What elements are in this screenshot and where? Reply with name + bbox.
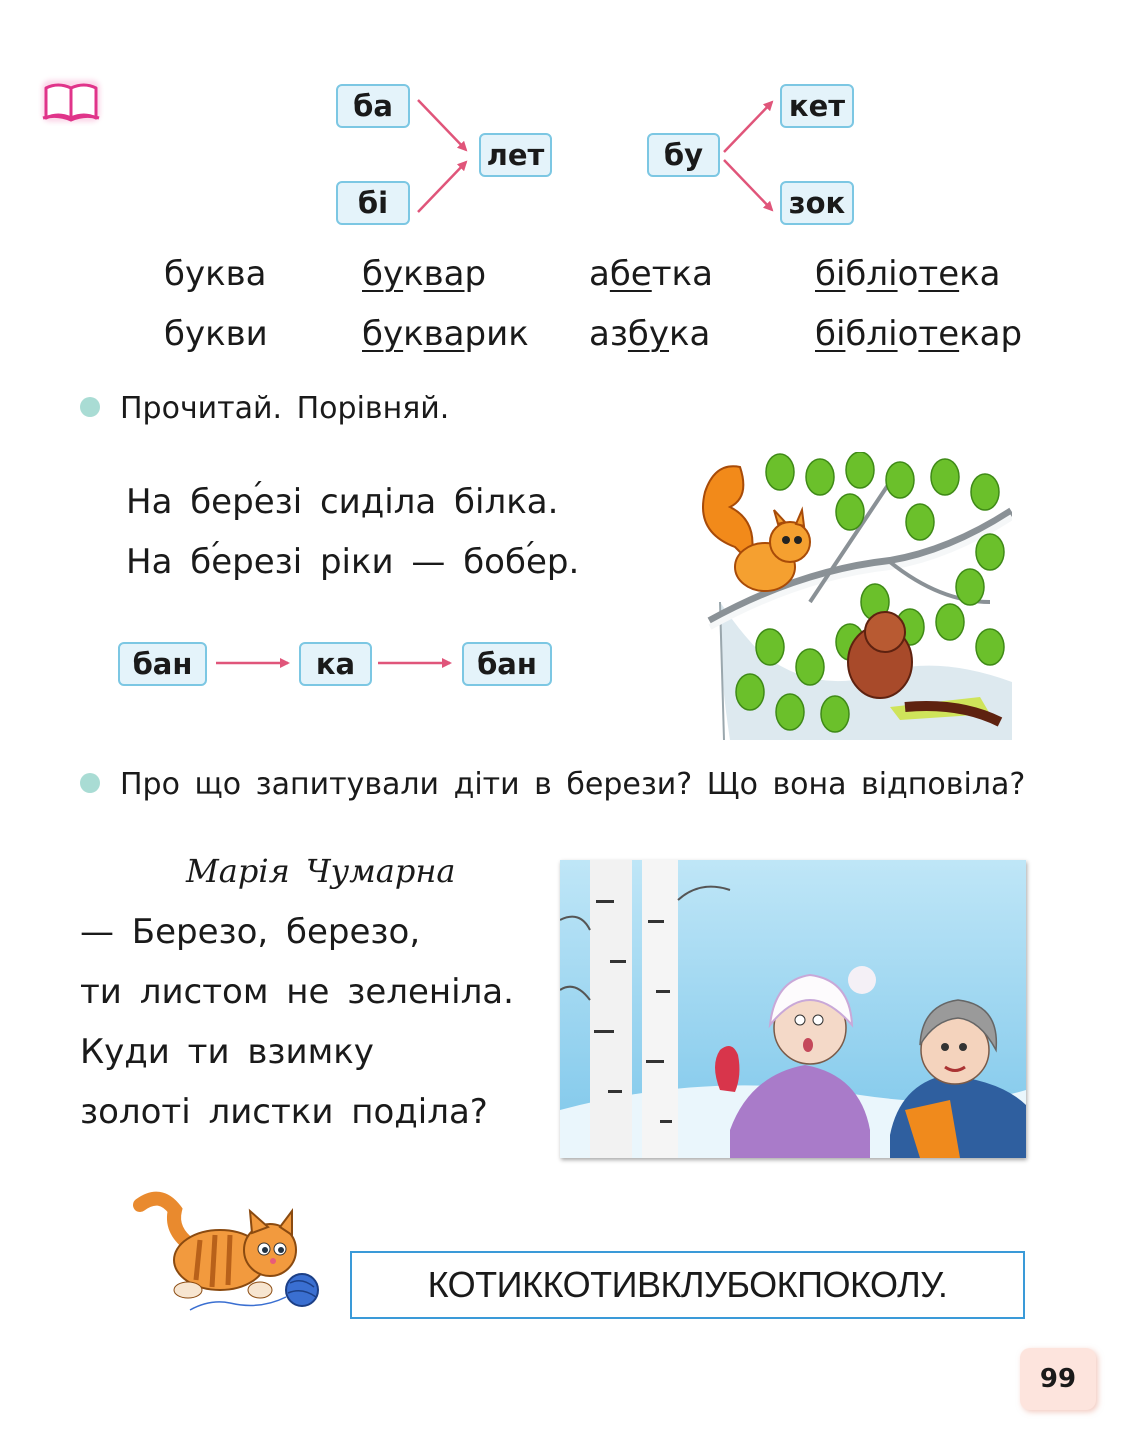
stressed-vowel: е ́ (526, 542, 547, 582)
word-abetka (589, 254, 713, 294)
word-part: тка (651, 254, 713, 294)
poem-line-4: золоті листки поділа? (80, 1092, 488, 1132)
word-bukva: буква (164, 254, 267, 294)
word-part: а (589, 254, 610, 294)
word-part: ка (669, 314, 711, 354)
underlined-syllable: ва (423, 254, 465, 294)
word-part: о (897, 254, 919, 294)
sentence-squirrel: На бере ́зі сиділа білка. (126, 482, 558, 522)
task-text: Про що запитували діти в берези? Що вона відповіла? (120, 767, 1026, 802)
underlined-syllable: те (918, 254, 960, 294)
underlined-syllable: бі (815, 254, 846, 294)
underlined-syllable: бе (609, 254, 652, 294)
underlined-syllable: бі (815, 314, 846, 354)
stressed-vowel: е ́ (254, 482, 275, 522)
syllable-ba: ба (336, 84, 410, 128)
word-part: к (403, 254, 424, 294)
word-part: к (403, 314, 424, 354)
stressed-vowel: е ́ (211, 542, 232, 582)
poem-author: Марія Чумарна (186, 852, 456, 890)
word-part: р (464, 254, 487, 294)
word-azbuka (589, 314, 710, 354)
task-birch-question (80, 767, 1025, 803)
underlined-syllable: те (918, 314, 960, 354)
chain-syllable-2: ка (299, 642, 372, 686)
page-number: 99 (1020, 1348, 1096, 1410)
tongue-twister-box (350, 1251, 1025, 1319)
underlined-syllable: лі (866, 314, 898, 354)
syllable-let: лет (479, 133, 552, 177)
tongue-twister-text: КОТИККОТИВКЛУБОКПОКОЛУ. (427, 1264, 948, 1305)
bullet-icon (80, 773, 100, 793)
task-text: Прочитай. Порівняй. (120, 391, 450, 426)
sentence-beaver: На бе ́резі ріки — бобе ́р. (126, 542, 579, 582)
word-part: ка (959, 254, 1001, 294)
syllable-ket: кет (780, 84, 854, 128)
chain-syllable-1: бан (118, 642, 207, 686)
underlined-syllable: лі (866, 254, 898, 294)
squirrel-beaver-illustration (690, 452, 1012, 740)
poem-line-2: ти листом не зеленіла. (80, 972, 514, 1012)
bullet-icon (80, 397, 100, 417)
book-icon (38, 74, 104, 126)
word-bukvar (362, 254, 486, 294)
word-part: кар (959, 314, 1023, 354)
chain-syllable-3: бан (462, 642, 552, 686)
task-read-compare (80, 391, 449, 427)
word-part: о (897, 314, 919, 354)
underlined-syllable: бу (627, 314, 670, 354)
cat-illustration (130, 1185, 330, 1325)
syllable-bu: бу (647, 133, 720, 177)
underlined-syllable: бу (362, 314, 404, 354)
underlined-syllable: бу (362, 254, 404, 294)
word-part: б (845, 314, 867, 354)
poem-line-3: Куди ти взимку (80, 1032, 374, 1072)
syllable-bi: бі (336, 181, 410, 225)
winter-children-illustration (560, 860, 1026, 1158)
word-bukvy: букви (164, 314, 268, 354)
word-bibliotekar (815, 314, 1022, 354)
poem-line-1: — Березо, березо, (80, 912, 421, 952)
word-bukvaryk (362, 314, 529, 354)
underlined-syllable: ва (423, 314, 465, 354)
word-part: б (845, 254, 867, 294)
word-part: аз (589, 314, 628, 354)
word-part: рик (464, 314, 529, 354)
word-biblioteka (815, 254, 1001, 294)
syllable-zok: зок (780, 181, 854, 225)
